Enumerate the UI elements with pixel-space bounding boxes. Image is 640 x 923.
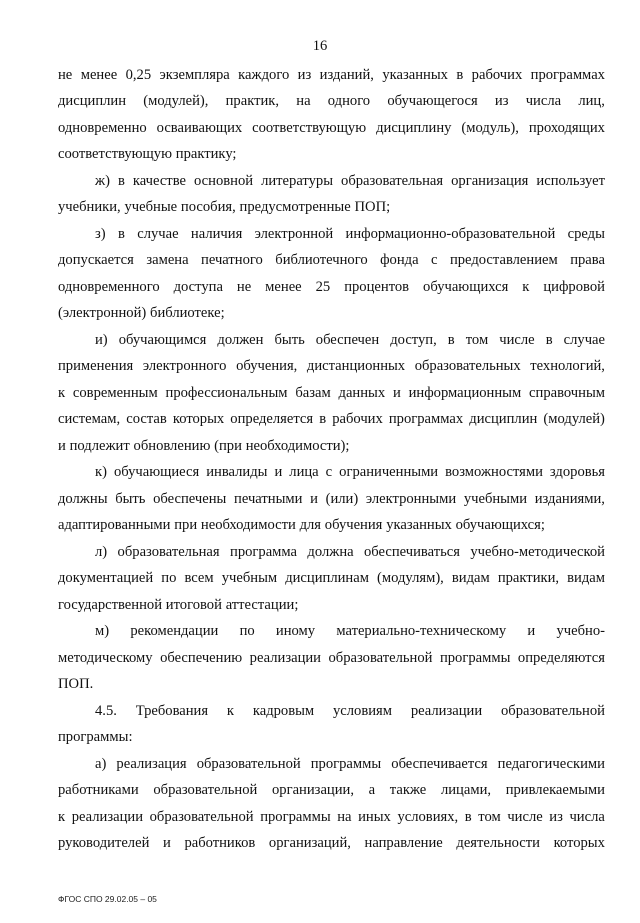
text-line: з) в случае наличия электронной информационно-образовательной среды <box>95 226 605 242</box>
text-line: и подлежит обновлению (при необходимости); <box>58 438 350 454</box>
text-line: учебники, учебные пособия, предусмотренные ПОП; <box>58 199 391 215</box>
text-line: к) обучающиеся инвалиды и лица с ограниченными возможностями здоровья <box>95 464 605 480</box>
text-line: к современным профессиональным базам данных и информационным справочным <box>58 385 605 401</box>
text-line: одновременно осваивающих соответствующую дисциплину (модуль), проходящих <box>58 120 605 136</box>
text-line: государственной итоговой аттестации; <box>58 597 299 613</box>
section-heading-line: 4.5. Требования к кадровым условиям реализации образовательной <box>95 703 605 719</box>
text-line: не менее 0,25 экземпляра каждого из изданий, указанных в рабочих программах <box>58 67 605 83</box>
section-heading-line: программы: <box>58 729 133 745</box>
document-footer: ФГОС СПО 29.02.05 – 05 <box>58 894 157 904</box>
text-line: а) реализация образовательной программы обеспечивается педагогическими <box>95 756 605 772</box>
text-line: работниками образовательной организации, а также лицами, привлекаемыми <box>58 782 605 798</box>
text-line: (электронной) библиотеке; <box>58 305 225 321</box>
text-line: документацией по всем учебным дисциплинам (модулям), видам практики, видам <box>58 570 605 586</box>
text-line: ПОП. <box>58 676 94 692</box>
text-line: адаптированными при необходимости для обучения указанных обучающихся; <box>58 517 545 533</box>
text-line: одновременного доступа не менее 25 процентов обучающихся к цифровой <box>58 279 605 295</box>
text-line: применения электронного обучения, дистанционных образовательных технологий, <box>58 358 605 374</box>
text-line: должны быть обеспечены печатными и (или) электронными учебными изданиями, <box>58 491 605 507</box>
text-line: к реализации образовательной программы на иных условиях, в том числе из числа <box>58 809 605 825</box>
text-line: и) обучающимся должен быть обеспечен доступ, в том числе в случае <box>95 332 605 348</box>
text-line: методическому обеспечению реализации образовательной программы определяются <box>58 650 605 666</box>
text-line: допускается замена печатного библиотечного фонда с предоставлением права <box>58 252 605 268</box>
text-line: соответствующую практику; <box>58 146 237 162</box>
text-line: ж) в качестве основной литературы образовательная организация использует <box>95 173 605 189</box>
text-line: дисциплин (модулей), практик, на одного обучающегося из числа лиц, <box>58 93 605 109</box>
text-line: л) образовательная программа должна обеспечиваться учебно-методической <box>95 544 605 560</box>
text-line: м) рекомендации по иному материально-техническому и учебно- <box>95 623 605 639</box>
page-number: 16 <box>312 38 328 54</box>
text-line: руководителей и работников организаций, направление деятельности которых <box>58 835 605 851</box>
text-line: системам, состав которых определяется в рабочих программах дисциплин (модулей) <box>58 411 605 427</box>
